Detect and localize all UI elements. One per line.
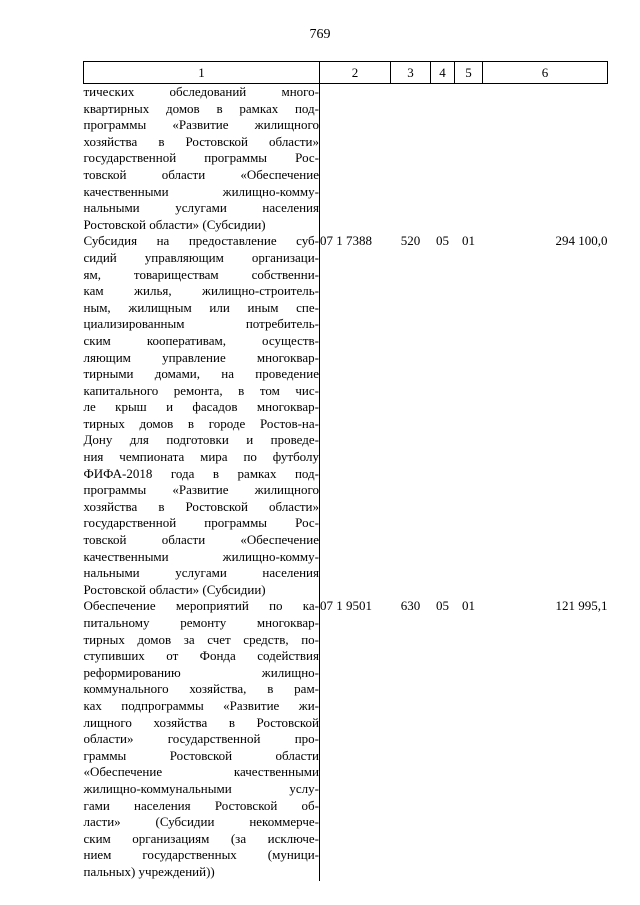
description-line: нальными услугами населения [83,565,319,581]
row-target-code [320,84,391,234]
description-line: циализированным потребитель- [83,316,319,332]
row-description [84,84,320,234]
description-line: Дону для подготовки и проведе- [83,432,319,448]
header-col-6: 6 [483,62,608,84]
description-line: жилищно-коммунальными услу- [83,780,319,796]
description-line: нальными услугами населения [83,200,319,216]
row-subsection: 01 [462,598,475,614]
row-expense-type: 630 [400,598,421,614]
description-line: реформированию жилищно- [83,664,319,680]
row-description [84,233,320,598]
description-line: тирных домов в городе Ростов-на- [83,415,319,431]
description-line: гами населения Ростовской об- [83,797,319,813]
description-line: ным, жилищным или иным спе- [83,299,319,315]
description-line: коммунального хозяйства, в рам- [83,681,319,697]
row-description [84,598,320,880]
table-row [84,84,608,234]
header-col-3: 3 [391,62,431,84]
row-expense-type [391,84,431,234]
row-amount: 294 100,0 [555,233,608,249]
row-section [431,84,455,234]
description-line: программы «Развитие жилищного [83,117,319,133]
description-line: Ростовской области» (Субсидии) [83,216,266,232]
description-line: нием государственных (муници- [83,847,319,863]
description-line: питальному ремонту многоквар- [83,615,319,630]
table-row [84,598,608,880]
description-line: ям, товариществам собственни- [83,266,319,282]
description-line: тирных домов за счет средств, по- [83,631,319,647]
description-line: ласти» (Субсидии некоммерче- [83,814,319,830]
description-line: Ростовской области» (Субсидии) [83,581,266,597]
description-line: ФИФА-2018 года в рамках под- [83,465,319,481]
description-line: пальных) учреждений)) [83,863,215,879]
description-line: товской области «Обеспечение [83,532,319,548]
header-col-5: 5 [455,62,483,84]
description-line: ступивших от Фонда содействия [83,648,319,664]
description-line: хозяйства в Ростовской области» [83,133,319,149]
description-line: сидий управляющим организаци- [83,249,319,265]
row-target-code: 07 1 9501 [320,598,372,614]
header-col-2: 2 [320,62,391,84]
table-row [84,233,608,598]
description-line: капитального ремонта, в том чис- [83,382,319,398]
description-line: тирными домами, на проведение [83,366,319,382]
description-line: лищного хозяйства в Ростовской [83,714,319,730]
row-section: 05 [436,598,449,614]
description-line: ния чемпионата мира по футболу [83,449,319,465]
description-line: качественными жилищно-комму- [83,548,319,564]
header-row [84,62,608,84]
description-line: ским кооперативам, осуществ- [83,332,319,348]
header-col-1: 1 [84,62,320,84]
header-col-4: 4 [431,62,455,84]
description-line: «Обеспечение качественными [83,764,319,780]
description-line: области» государственной про- [83,731,319,747]
description-line: ляющим управление многоквар- [83,349,319,365]
row-target-code: 07 1 7388 [320,233,372,249]
budget-table [83,61,608,881]
description-line: ле крыш и фасадов многоквар- [83,399,319,415]
description-line: товской области «Обеспечение [83,166,319,182]
page-number: 769 [309,27,331,42]
description-line: программы «Развитие жилищного [83,482,319,498]
description-line: ках подпрограммы «Развитие жи- [83,697,319,713]
description-line: государственной программы Рос- [83,150,319,166]
description-line: квартирных домов в рамках под- [83,100,319,116]
description-line: качественными жилищно-комму- [83,183,319,199]
description-line: ским организациям (за исключе- [83,830,319,846]
description-line: граммы Ростовской области [83,747,319,763]
row-section: 05 [436,233,449,249]
description-line: Субсидия на предоставление суб- [83,233,319,249]
description-line: кам жилья, жилищно-строитель- [83,283,319,299]
description-line: хозяйства в Ростовской области» [83,498,319,514]
row-subsection: 01 [462,233,475,249]
row-amount [483,84,608,234]
row-amount: 121 995,1 [555,598,608,614]
description-line: Обеспечение мероприятий по ка- [83,598,319,614]
row-expense-type: 520 [400,233,421,249]
description-line: тических обследований много- [83,84,319,99]
description-line: государственной программы Рос- [83,515,319,531]
row-subsection [455,84,483,234]
